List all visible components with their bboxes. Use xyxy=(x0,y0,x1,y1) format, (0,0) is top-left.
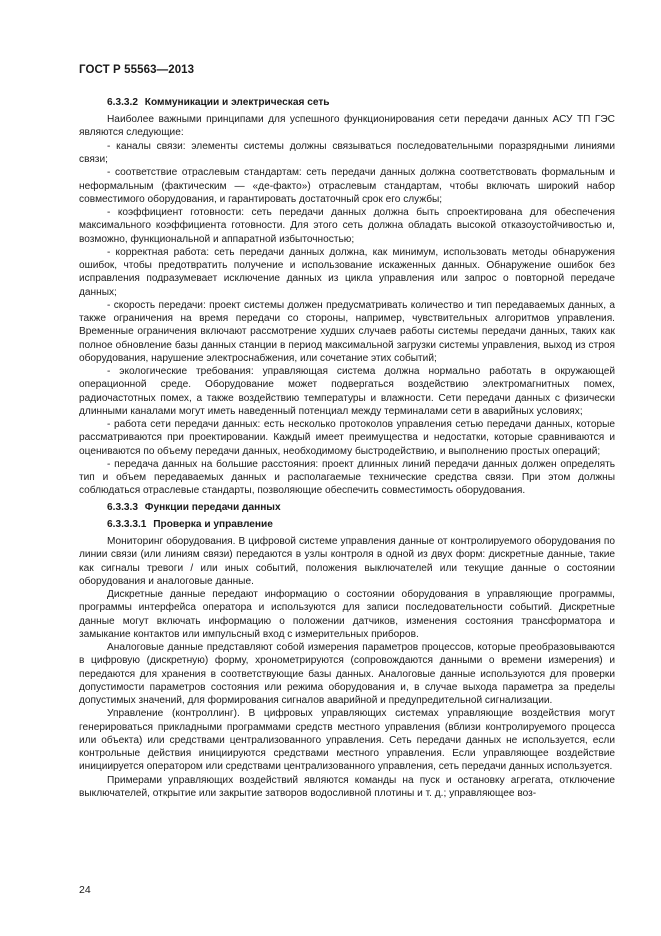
list-item: - экологические требования: управляющая система должна нормально работать в окружающей операционной среде. Оборудование может подвергаться воздействию электромагнитных помех, радиочастотных помех, а также воздействию температуры и влажности. Сети передачи данных с физически длинными каналами могут иметь наведенный потенциал между терминалами сети в аварийных условиях; xyxy=(79,366,615,417)
section-heading xyxy=(79,96,615,109)
section-number: 6.3.3.2 xyxy=(107,97,138,108)
section-title: Функции передачи данных xyxy=(144,501,281,513)
section-number: 6.3.3.3.1 xyxy=(107,518,147,530)
list-item: - скорость передачи: проект системы должен предусматривать количество и тип передаваемых данных, а также ограничения на время передачи со стороны, например, чувствительных алгоритмов управления. Временные ограничения включают рассмотрение худших случаев работы системы передачи данных, таких как полное обновление базы данных станции в период максимальной загрузки системы управления, выход из строя оборудования, нарушение электроснабжения, или сочетание этих событий; xyxy=(79,299,615,364)
section-number: 6.3.3.3 xyxy=(107,501,138,513)
list-item: - каналы связи: элементы системы должны связываться последовательными поразрядными линиями связи; xyxy=(79,140,615,165)
section-heading xyxy=(79,501,615,514)
list-item: - передача данных на большие расстояния: проект длинных линий передачи данных должен определять тип и объем передаваемых данных и располагаемые технические средства связи. При этом должны соблюдаться отраслевые стандарты, позволяющие обеспечить совместимость оборудования. xyxy=(79,458,615,497)
list-item: - коэффициент готовности: сеть передачи данных должна быть спроектирована для обеспечения максимального коэффициента готовности. Для этого сеть должна обладать высокой отказоустойчивостью и, возможно, функциональной и аппаратной избыточностью; xyxy=(79,207,615,245)
document-id: ГОСТ Р 55563—2013 xyxy=(79,64,195,76)
list-item: - соответствие отраслевым стандартам: сеть передачи данных должна соответствовать формальным и неформальным (фактическим — «де-факто») отраслевым стандартам, чтобы включать широкий набор совместимого оборудования, и гарантировать достаточный срок его службы; xyxy=(79,167,615,205)
paragraph: Управление (контроллинг). В цифровых управляющих системах управляющие воздействия могут генерироваться прикладными программами средств местного управления (вблизи контролируемого процесса или объекта) или средствами централизованного управления. Сеть передачи данных не используется, если контрольные действия инициируются средствами местного управления. Если управляющее воздействие инициируется оператором или средствами централизованного управления, сеть передачи данных используется. xyxy=(79,708,615,773)
page-number: 24 xyxy=(79,884,91,896)
section-title: Коммуникации и электрическая сеть xyxy=(144,97,330,108)
paragraph: Дискретные данные передают информацию о состоянии оборудования в управляющие программы, программы интерфейса оператора и используются для записи последовательности событий. Дискретные данные могут включать информацию о положении датчиков, изменения состояния трансформатора и замыкание контактов или импульсный вход с измерительных приборов. xyxy=(79,589,615,640)
paragraph: Примерами управляющих воздействий являются команды на пуск и остановку агрегата, отключение выключателей, открытие или закрытие затворов водосливной плотины и т. д.; управляющее воз- xyxy=(79,774,615,799)
list-item: - работа сети передачи данных: есть несколько протоколов управления сетью передачи данных, которые рассматриваются при проектировании. Каждый имеет преимущества и недостатки, которые сравниваются и оцениваются по объему передачи данных, необходимому быстродействию, и выполнению простых операций; xyxy=(79,419,615,457)
paragraph: Аналоговые данные представляют собой измерения параметров процессов, которые преобразовываются в цифровую (дискретную) форму, хронометрируются (сопровождаются данными о времени измерения) и передаются для хранения в соответствующие базы данных. Аналоговые данные используются для проверки допустимости параметров состояния или режима оборудования и, в случае выхода параметра за пределы допустимых значений, для формирования сигналов аварийной и предупредительной сигнализации. xyxy=(79,642,615,706)
paragraph: Наиболее важными принципами для успешного функционирования сети передачи данных АСУ ТП ГЭС являются следующие: xyxy=(79,114,615,139)
section-heading xyxy=(79,518,615,531)
document-body xyxy=(79,96,615,800)
list-item: - корректная работа: сеть передачи данных должна, как минимум, использовать методы обнаружения ошибок, чтобы предотвратить получение и использование искаженных данных. Обнаружение ошибок без исправления подразумевает исключение данных из цикла управления или запрос о повторной передаче данных; xyxy=(79,246,615,298)
section-title: Проверка и управление xyxy=(153,518,273,530)
paragraph: Мониторинг оборудования. В цифровой системе управления данные от контролируемого оборудования по линии связи (или линиям связи) передаются в узлы контроля в одной из двух форм: дискретные данные, такие как сигналы тревоги / или иных событий, положения выключателей или текущие данные о состоянии оборудования и аналоговые данные. xyxy=(79,536,615,587)
